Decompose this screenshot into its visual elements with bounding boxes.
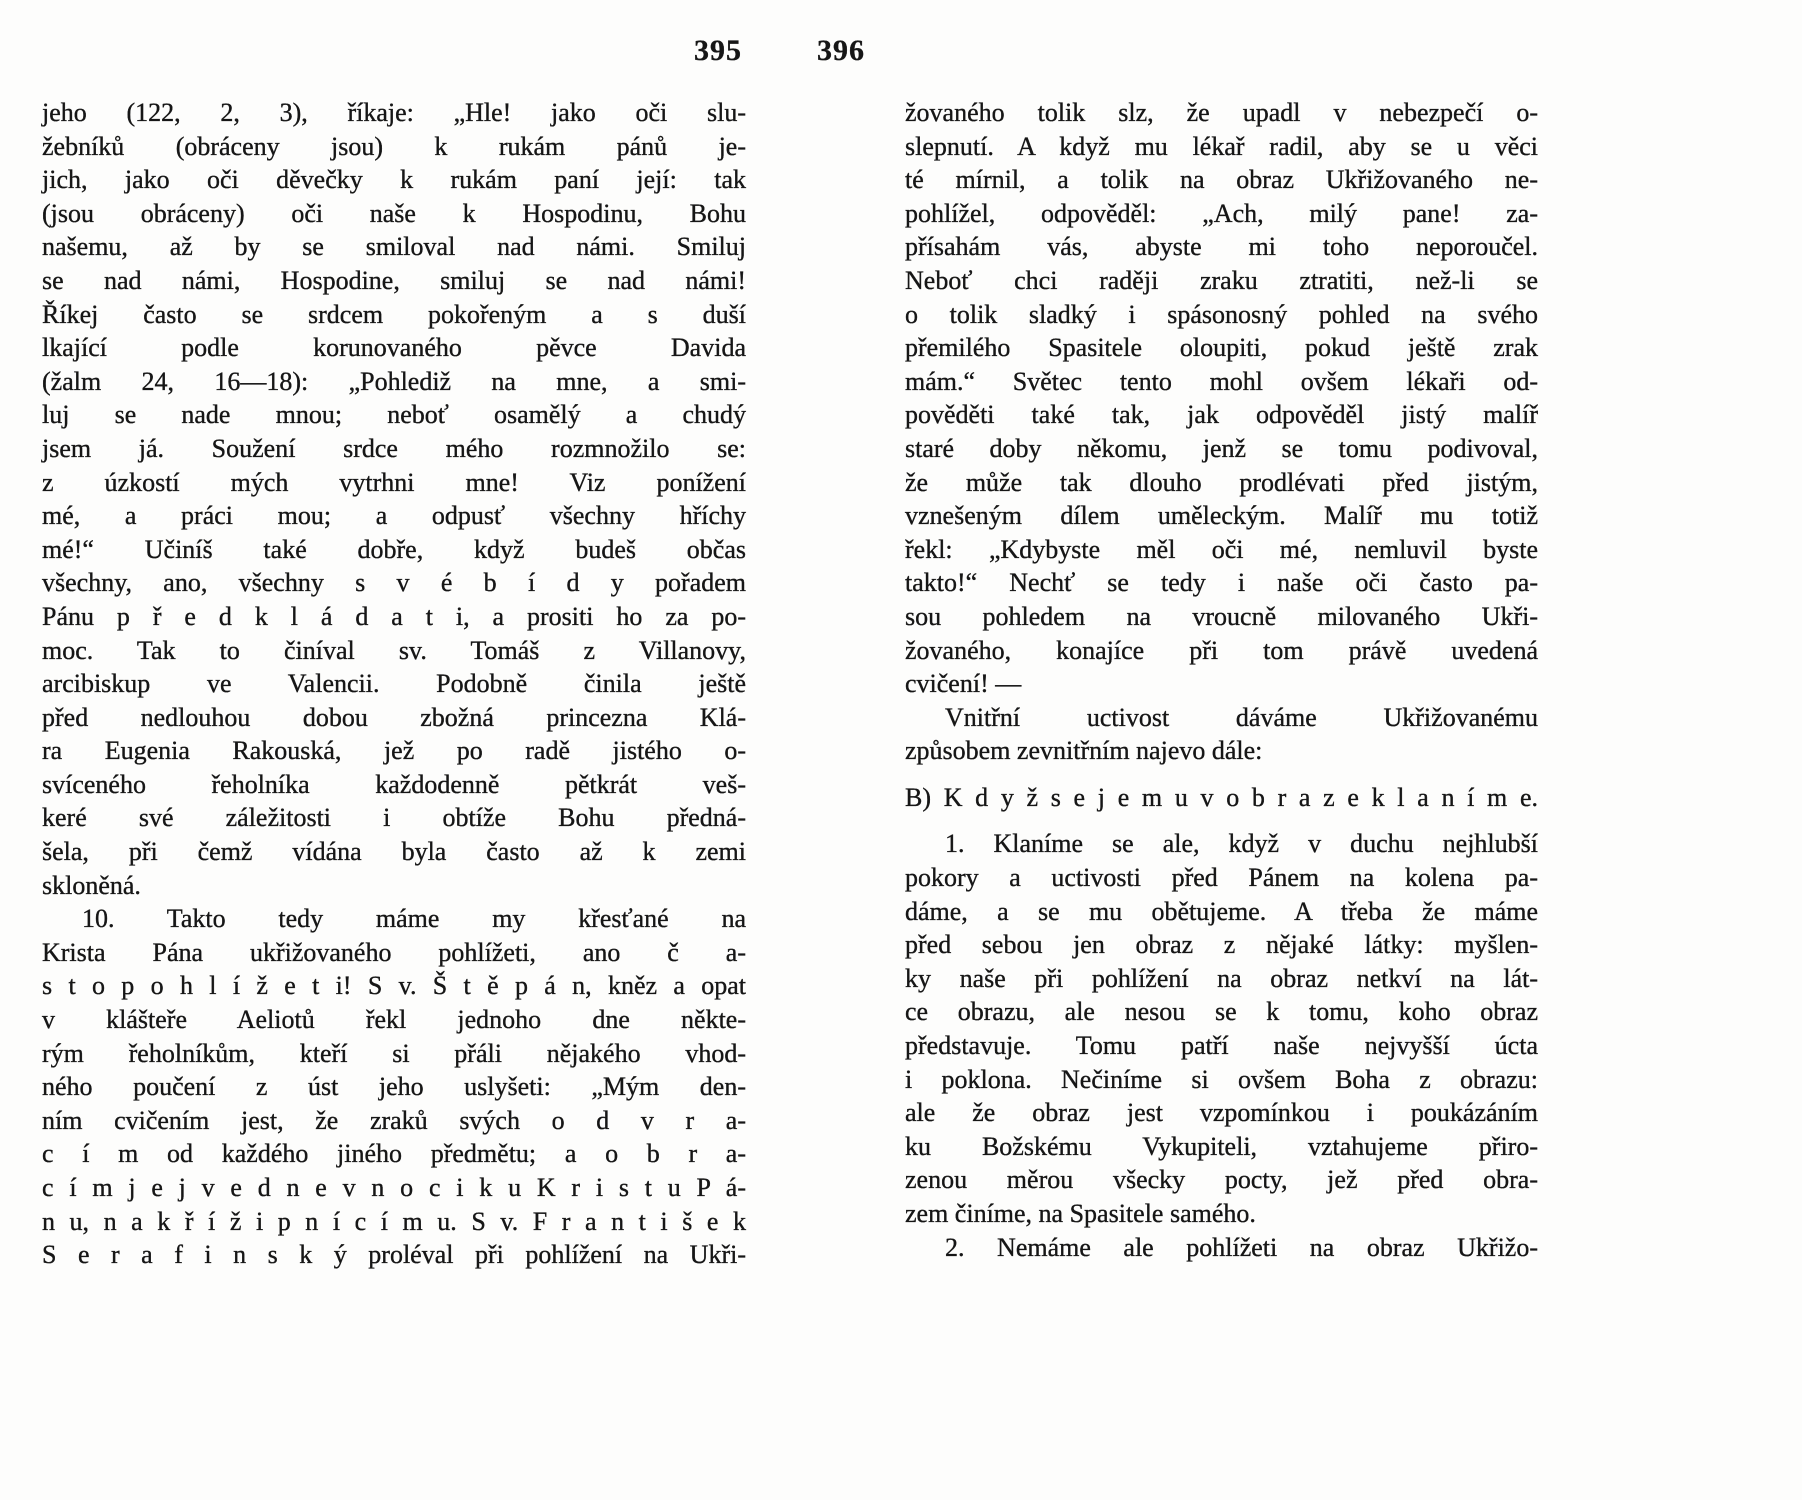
text-line: zenou měrou všecky pocty, jež před obra-	[905, 1165, 1538, 1195]
text-line: té mírnil, a tolik na obraz Ukřižovaného ne-	[905, 165, 1538, 195]
text-line: ného poučení z úst jeho uslyšeti: „Mým den-	[42, 1072, 746, 1102]
text-line: (žalm 24, 16—18): „Pohlediž na mne, a smi-	[42, 366, 746, 396]
text-line: ku Božskému Vykupiteli, vztahujeme přiro-	[905, 1131, 1538, 1161]
text-line: staré doby někomu, jenž se tomu podivoval,	[905, 433, 1538, 463]
text-line: v klášteře Aeliotů řekl jednoho dne někte-	[42, 1005, 746, 1035]
text-line: o tolik sladký i spásonosný pohled na svého	[905, 299, 1538, 329]
text-line: cvičení! —	[905, 669, 1022, 699]
text-line: se nad námi, Hospodine, smiluj se nad námi!	[42, 265, 746, 295]
text-line: mé!“ Učiníš také dobře, když budeš občas	[42, 534, 746, 564]
text-line: zem činíme, na Spasitele samého.	[905, 1199, 1256, 1228]
text-line: Vnitřní uctivost dáváme Ukřižovanému	[945, 702, 1538, 732]
text-line: jeho (122, 2, 3), říkaje: „Hle! jako oči slu-	[42, 98, 746, 127]
text-line: Pánu p ř e d k l á d a t i, a prositi ho za po-	[42, 601, 746, 631]
text-line: žebníků (obráceny jsou) k rukám pánů je-	[42, 131, 746, 161]
text-line: přemilého Spasitele oloupiti, pokud ještě zrak	[905, 333, 1538, 363]
text-line: pokory a uctivosti před Pánem na kolena pa-	[905, 863, 1538, 893]
text-line: takto!“ Nechť se tedy i naše oči často pa-	[905, 568, 1538, 598]
text-line: Krista Pána ukřižovaného pohlížeti, ano č a-	[42, 937, 746, 967]
text-line: skloněná.	[42, 870, 141, 900]
text-line: žovaného, konajíce při tom právě uvedená	[905, 635, 1538, 665]
text-line: z úzkostí mých vytrhni mne! Viz ponížení	[42, 467, 746, 497]
text-line: Neboť chci raději zraku ztratiti, než-li se	[905, 265, 1538, 295]
text-line: slepnutí. A když mu lékař radil, aby se u věci	[905, 131, 1538, 161]
text-line: ra Eugenia Rakouská, jež po radě jistého o-	[42, 736, 746, 766]
text-line: přísahám vás, abyste mi toho neporoučel.	[905, 232, 1538, 262]
text-line: S e r a f i n s k ý proléval při pohlížení na Ukři-	[42, 1240, 746, 1270]
text-line: arcibiskup ve Valencii. Podobně činila ještě	[42, 669, 746, 699]
text-column-right	[905, 96, 1538, 1264]
text-line: 1. Klaníme se ale, když v duchu nejhlubší	[945, 829, 1538, 859]
text-column-left	[42, 96, 746, 1272]
text-line: že může tak dlouho prodlévati před jistým,	[905, 467, 1538, 497]
text-line: (jsou obráceny) oči naše k Hospodinu, Bohu	[42, 198, 746, 228]
text-line: mám.“ Světec tento mohl ovšem lékaři od-	[905, 366, 1538, 396]
text-line: jsem já. Soužení srdce mého rozmnožilo se:	[42, 433, 746, 463]
text-line: 10. Takto tedy máme my křesťané na	[82, 904, 746, 934]
text-line: rým řeholníkům, kteří si přáli nějakého vhod-	[42, 1038, 746, 1068]
text-line: způsobem zevnitřním najevo dále:	[905, 736, 1263, 766]
text-line: moc. Tak to činíval sv. Tomáš z Villanovy,	[42, 635, 746, 665]
text-line: svíceného řeholníka každodenně pětkrát veš-	[42, 769, 746, 799]
text-line: dáme, a se mu obětujeme. A třeba že máme	[905, 896, 1538, 926]
text-line: řekl: „Kdybyste měl oči mé, nemluvil byste	[905, 534, 1538, 564]
page-number-left: 395	[694, 34, 742, 67]
text-line: pověděti také tak, jak odpověděl jistý malíř	[905, 400, 1538, 430]
text-line: žovaného tolik slz, že upadl v nebezpečí o-	[905, 98, 1538, 127]
text-line: ky naše při pohlížení na obraz netkví na lát-	[905, 963, 1538, 993]
text-line: před nedlouhou dobou zbožná princezna Klá-	[42, 702, 746, 732]
text-line: 2. Nemáme ale pohlížeti na obraz Ukřižo-	[945, 1232, 1538, 1262]
text-line: c í m od každého jiného předmětu; a o b r a-	[42, 1139, 746, 1169]
text-line: pohlížel, odpověděl: „Ach, milý pane! za-	[905, 198, 1538, 228]
text-line: představuje. Tomu patří naše nejvyšší úcta	[905, 1031, 1538, 1061]
text-line: Říkej často se srdcem pokořeným a s duší	[42, 299, 746, 329]
text-line: mé, a práci mou; a odpusť všechny hříchy	[42, 501, 746, 531]
text-line: šela, při čemž vídána byla často až k zemi	[42, 837, 746, 867]
text-line: vznešeným dílem uměleckým. Malíř mu totiž	[905, 501, 1538, 531]
text-line: luj se nade mnou; neboť osamělý a chudý	[42, 400, 746, 430]
text-line: i poklona. Nečiníme si ovšem Boha z obrazu:	[905, 1064, 1538, 1094]
page-number-right: 396	[817, 34, 865, 67]
text-line: c í m j e j v e d n e v n o c i k u K r i s t u P á-	[42, 1173, 746, 1202]
text-line: našemu, až by se smiloval nad námi. Smiluj	[42, 232, 746, 262]
text-line: ním cvičením jest, že zraků svých o d v r a-	[42, 1105, 746, 1135]
text-line: všechny, ano, všechny s v é b í d y pořadem	[42, 568, 746, 598]
text-line: před sebou jen obraz z nějaké látky: myšlen-	[905, 930, 1538, 960]
text-line: s t o p o h l í ž e t i! S v. Š t ě p á n, kněz a opat	[42, 971, 746, 1001]
text-line: B) K d y ž s e j e m u v o b r a z e k l a n í m e.	[905, 782, 1538, 812]
text-line: lkající podle korunovaného pěvce Davida	[42, 333, 746, 363]
text-line: keré své záležitosti i obtíže Bohu předná-	[42, 803, 746, 833]
text-line: ce obrazu, ale nesou se k tomu, koho obraz	[905, 997, 1538, 1027]
text-line: n u, n a k ř í ž i p n í c í m u. S v. F r a n t i š e k	[42, 1206, 746, 1236]
text-line: jich, jako oči děvečky k rukám paní její: tak	[42, 165, 746, 195]
text-line: sou pohledem na vroucně milovaného Ukři-	[905, 601, 1538, 631]
text-line: ale že obraz jest vzpomínkou i poukázáním	[905, 1098, 1538, 1128]
